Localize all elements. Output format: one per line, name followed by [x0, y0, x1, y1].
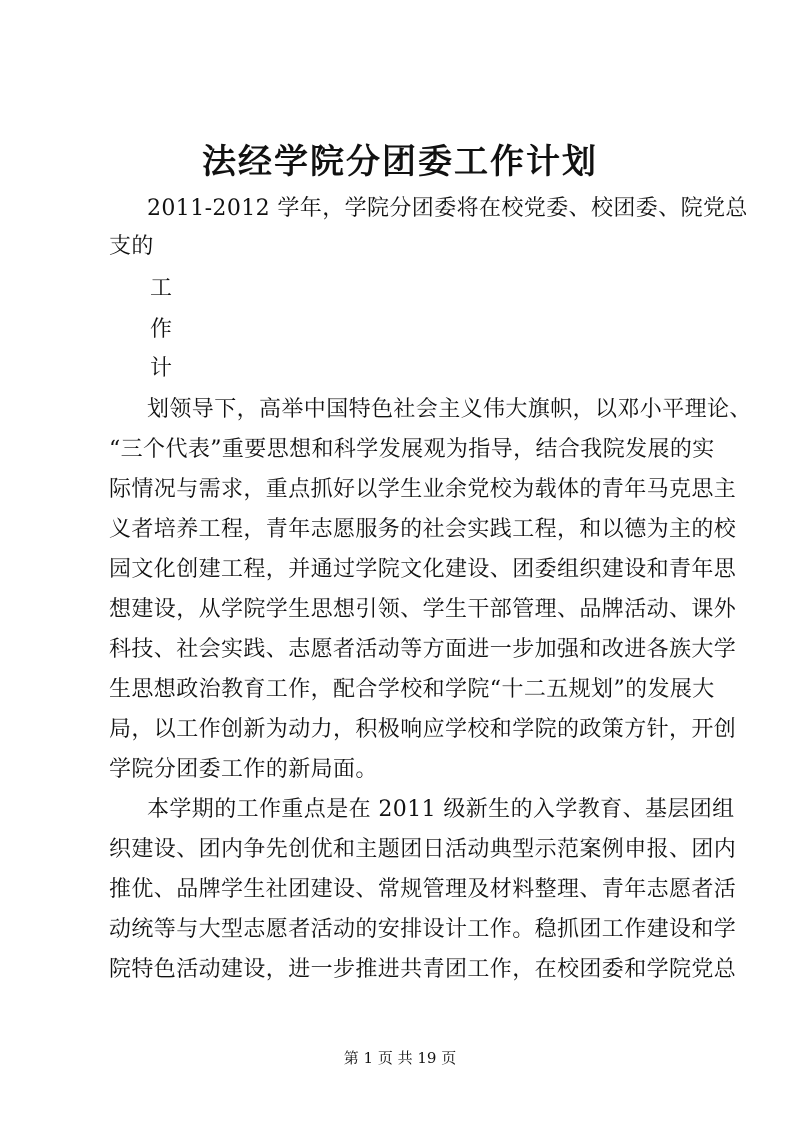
paragraph-line: 想建设，从学院学生思想引领、学生干部管理、品牌活动、课外 — [109, 597, 737, 622]
paragraph-line: 工 — [150, 276, 173, 301]
paragraph-line: 本学期的工作重点是在 2011 级新生的入学教育、基层团组 — [147, 797, 735, 822]
paragraph-line: 推优、品牌学生社团建设、常规管理及材料整理、青年志愿者活 — [109, 877, 737, 902]
paragraph-line: 院特色活动建设，进一步推进共青团工作，在校团委和学院党总 — [109, 957, 737, 982]
paragraph-line: 支的 — [109, 234, 154, 259]
paragraph-line: 织建设、团内争先创优和主题团日活动典型示范案例申报、团内 — [109, 837, 737, 862]
paragraph-line: 计 — [150, 356, 173, 381]
paragraph-line: 学院分团委工作的新局面。 — [109, 757, 378, 782]
paragraph-line: 划领导下，高举中国特色社会主义伟大旗帜，以邓小平理论、 — [147, 397, 752, 422]
document-title: 法经学院分团委工作计划 — [202, 142, 598, 182]
paragraph-line: 生思想政治教育工作，配合学校和学院“十二五规划”的发展大 — [109, 677, 715, 702]
paragraph-line: 义者培养工程，青年志愿服务的社会实践工程，和以德为主的校 — [109, 517, 737, 542]
paragraph-line: “三个代表”重要思想和科学发展观为指导，结合我院发展的实 — [109, 437, 715, 462]
paragraph-line: 局，以工作创新为动力，积极响应学校和学院的政策方针，开创 — [109, 717, 737, 742]
paragraph-line: 园文化创建工程，并通过学院文化建设、团委组织建设和青年思 — [109, 557, 737, 582]
paragraph-line: 际情况与需求，重点抓好以学生业余党校为载体的青年马克思主 — [109, 477, 737, 502]
paragraph-line: 科技、社会实践、志愿者活动等方面进一步加强和改进各族大学 — [109, 637, 737, 662]
paragraph-line: 2011-2012 学年，学院分团委将在校党委、校团委、院党总 — [147, 196, 748, 221]
paragraph-line: 动统等与大型志愿者活动的安排设计工作。稳抓团工作建设和学 — [109, 917, 737, 942]
page-number-footer: 第 1 页 共 19 页 — [343, 1049, 457, 1067]
paragraph-line: 作 — [150, 317, 173, 342]
